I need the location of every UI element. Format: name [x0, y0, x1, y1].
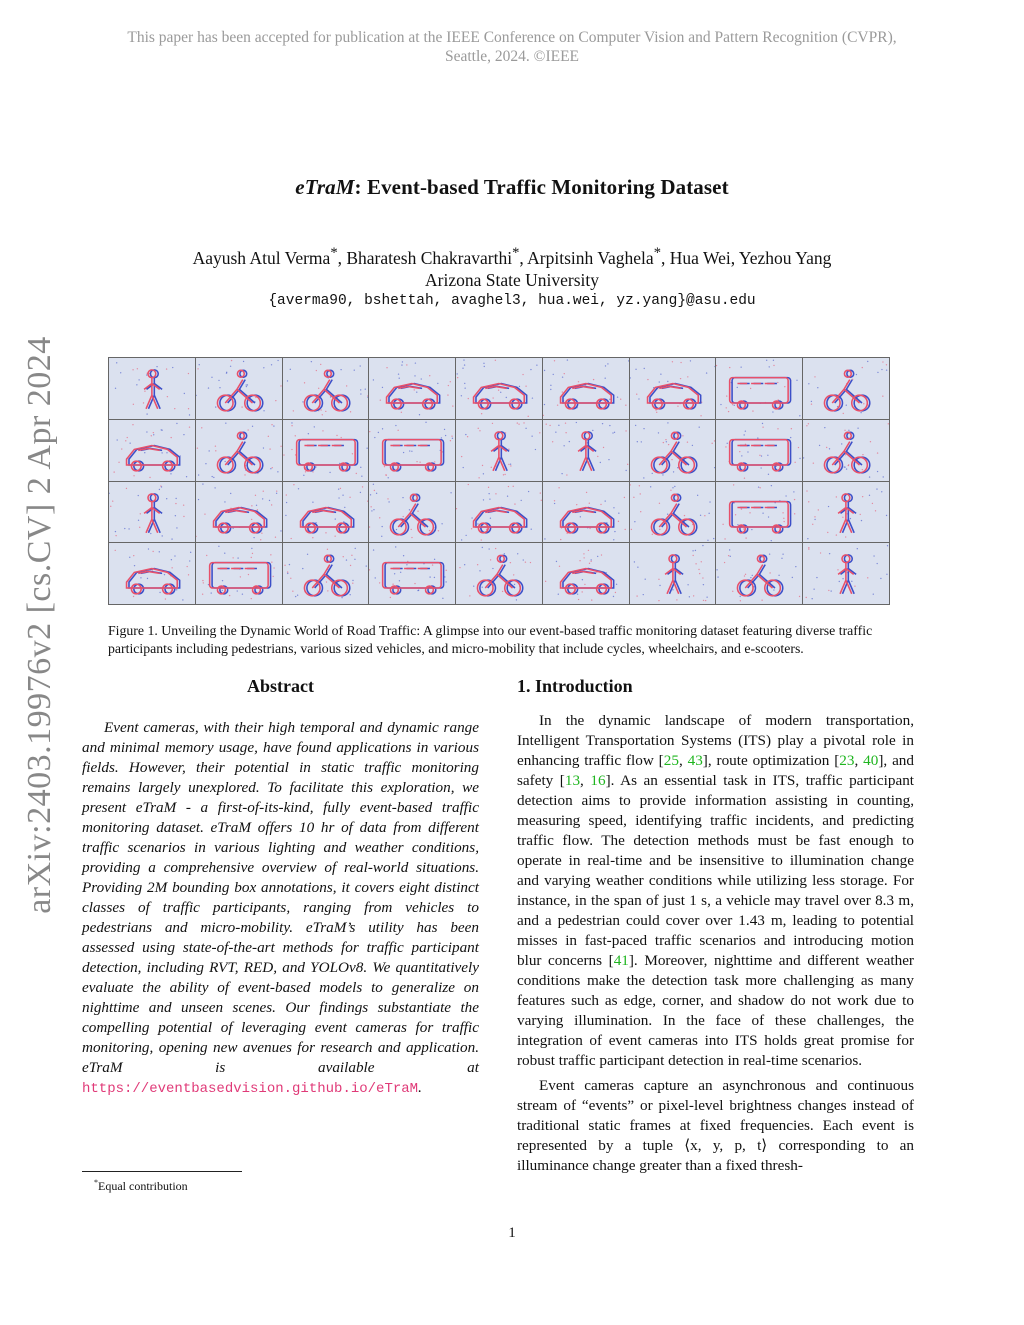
- event-frame-sketch: [109, 358, 195, 419]
- event-frame-sketch: [456, 420, 542, 481]
- event-frame-thumbnail: [630, 358, 716, 419]
- introduction-body: [517, 711, 914, 1176]
- event-frame-thumbnail: [369, 358, 455, 419]
- title-name: eTraM: [295, 175, 355, 199]
- author-5: Yezhou Yang: [738, 247, 832, 268]
- author-2: Bharatesh Chakravarthi: [346, 247, 513, 268]
- event-frame-sketch: [109, 482, 195, 543]
- citation-link[interactable]: 23: [839, 752, 855, 769]
- event-frame-sketch: [543, 482, 629, 543]
- event-frame-sketch: [716, 543, 802, 604]
- event-frame-sketch: [283, 482, 369, 543]
- citation-link[interactable]: 13: [564, 772, 581, 789]
- event-frame-sketch: [543, 358, 629, 419]
- citation-link[interactable]: 43: [687, 752, 703, 769]
- abstract-body: Event cameras, with their high temporal and dynamic range and minimal memory usage, have found applications in various fields. However, their potential in static traffic monitoring remains largely unexplored. To facilitate this exploration, we present eTraM - a first-of-its-kind, fully event-based traffic monitoring dataset. eTraM offers 10 hr of data from different traffic scenarios in various lighting and weather conditions, providing a comprehensive overview of real-world situations. Providing 2M bounding box annotations, it covers eight distinct classes of traffic participants, ranging from vehicles to pedestrians and micro-mobility. eTraM’s utility has been assessed using state-of-the-art methods for traffic participant detection, including RVT, RED, and YOLOv8. We quantitatively evaluate the ability of event-based models to generalize on nighttime and unseen scenes. Our findings substantiate the compelling potential of leveraging event cameras for traffic monitoring, opening new avenues for research and application. eTraM is available at https://eventbasedvision.github.io/eTraM.: [82, 719, 479, 1097]
- event-frame-sketch: [109, 420, 195, 481]
- event-frame-sketch: [196, 482, 282, 543]
- event-frame-sketch: [630, 358, 716, 419]
- citation-link[interactable]: 25: [663, 752, 679, 769]
- event-frame-thumbnail: [369, 543, 455, 604]
- introduction-heading: 1. Introduction: [517, 676, 633, 696]
- author-emails: {averma90, bshettah, avaghel3, hua.wei, yz.yang}@asu.edu: [268, 293, 756, 309]
- event-frame-sketch: [196, 543, 282, 604]
- figure-image-grid: [108, 357, 890, 605]
- intro-paragraph-2: Event cameras capture an asynchronous and continuous stream of “events” or pixel-level brightness changes instead of traditional static frames at fixed frequencies. Each event is represented by a tuple ⟨x, y, p, t⟩ corresponding to an illuminance change greater than a fixed thresh-: [517, 1077, 914, 1174]
- event-frame-thumbnail: [543, 358, 629, 419]
- paper-title: [0, 175, 1024, 200]
- event-frame-thumbnail: [456, 358, 542, 419]
- event-frame-sketch: [196, 358, 282, 419]
- event-frame-thumbnail: [803, 482, 889, 543]
- equal-mark-1: *: [330, 245, 338, 261]
- event-frame-thumbnail: [716, 358, 802, 419]
- publication-banner: [0, 28, 1024, 66]
- event-frame-thumbnail: [543, 482, 629, 543]
- event-frame-thumbnail: [543, 420, 629, 481]
- event-frame-thumbnail: [283, 482, 369, 543]
- event-frame-thumbnail: [803, 358, 889, 419]
- page-number: 1: [508, 1225, 516, 1241]
- event-frame-thumbnail: [196, 543, 282, 604]
- event-frame-sketch: [803, 482, 889, 543]
- footnote-rule: [82, 1171, 242, 1172]
- event-frame-thumbnail: [369, 482, 455, 543]
- event-frame-sketch: [456, 482, 542, 543]
- event-frame-thumbnail: [630, 482, 716, 543]
- event-frame-thumbnail: [196, 420, 282, 481]
- banner-line-2: Seattle, 2024. ©IEEE: [444, 48, 580, 65]
- citation-link[interactable]: 41: [613, 952, 629, 969]
- event-frame-sketch: [543, 543, 629, 604]
- event-frame-sketch: [630, 543, 716, 604]
- event-frame-sketch: [716, 358, 802, 419]
- event-frame-thumbnail: [803, 543, 889, 604]
- event-frame-thumbnail: [456, 420, 542, 481]
- arxiv-sidebar-id: arXiv:2403.19976v2 [cs.CV] 2 Apr 2024: [21, 336, 58, 914]
- event-frame-sketch: [630, 482, 716, 543]
- event-frame-thumbnail: [283, 358, 369, 419]
- event-frame-thumbnail: [456, 543, 542, 604]
- abstract-heading: Abstract: [247, 676, 314, 696]
- event-frame-thumbnail: [456, 482, 542, 543]
- event-frame-thumbnail: [196, 482, 282, 543]
- event-frame-sketch: [456, 358, 542, 419]
- event-frame-thumbnail: [109, 543, 195, 604]
- citation-link[interactable]: 16: [590, 772, 606, 789]
- event-frame-sketch: [369, 420, 455, 481]
- event-frame-sketch: [369, 482, 455, 543]
- banner-line-1: This paper has been accepted for publication at the IEEE Conference on Computer Vision and Pattern Recognition (CVPR),: [127, 29, 897, 46]
- event-frame-sketch: [283, 543, 369, 604]
- event-frame-sketch: [456, 543, 542, 604]
- event-frame-thumbnail: [283, 543, 369, 604]
- event-frame-sketch: [803, 358, 889, 419]
- author-list: Aayush Atul Verma*, Bharatesh Chakravarthi*, Arpitsinh Vaghela*, Hua Wei, Yezhou Yang: [192, 245, 832, 268]
- author-block: [0, 242, 1024, 291]
- abstract-text: Event cameras, with their high temporal and dynamic range and minimal memory usage, have found applications in various fields. However, their potential in static traffic monitoring remains largely unexplored. To facilitate this exploration, we present eTraM - a first-of-its-kind, fully event-based traffic monitoring dataset. eTraM offers 10 hr of data from different traffic scenarios in various lighting and weather conditions, providing a comprehensive overview of real-world situations. Providing 2M bounding box annotations, it covers eight distinct classes of traffic participants, ranging from vehicles to pedestrians and micro-mobility. eTraM’s utility has been assessed using state-of-the-art methods for traffic participant detection, including RVT, RED, and YOLOv8. We quantitatively evaluate the ability of event-based models to generalize on nighttime and unseen scenes. Our findings substantiate the compelling potential of leveraging event cameras for traffic monitoring, opening new avenues for research and application. eTraM is available at: [82, 719, 479, 1076]
- author-4: Hua Wei: [669, 247, 731, 268]
- event-frame-thumbnail: [716, 420, 802, 481]
- title-rest: : Event-based Traffic Monitoring Dataset: [354, 175, 729, 199]
- intro-paragraph-1: In the dynamic landscape of modern transportation, Intelligent Transportation Systems (ITS) play a pivotal role in enhancing traffic flow [25, 43], route optimization [23, 40], and safety [13, 16]. As an essential task in ITS, traffic participant detection aims to provide information assisting in counting, measuring speed, identifying traffic incidents, and predicting traffic flow. The detection methods must be fast enough to operate in real-time and be insensitive to illumination change and varying weather conditions while utilizing less storage. For instance, in the span of just 1 s, a vehicle may travel over 8.3 m, and a pedestrian could cover over 1.43 m, leading to potential misses in fast-paced traffic scenarios and introducing motion blur concerns [41]. Moreover, nighttime and different weather conditions make the detection task more challenging as many features such as edge, corner, and shadow do not work due to varying illumination. In the face of these challenges, the integration of event cameras into ITS holds great promise for robust traffic participant detection in real-time scenarios.: [517, 712, 915, 1069]
- event-frame-sketch: [283, 358, 369, 419]
- event-frame-thumbnail: [196, 358, 282, 419]
- event-frame-sketch: [283, 420, 369, 481]
- event-frame-thumbnail: [716, 482, 802, 543]
- affiliation: Arizona State University: [425, 269, 599, 290]
- footnote-mark: *: [94, 1178, 98, 1187]
- citation-link[interactable]: 40: [863, 752, 879, 769]
- event-frame-sketch: [369, 543, 455, 604]
- event-frame-thumbnail: [283, 420, 369, 481]
- event-frame-thumbnail: [109, 420, 195, 481]
- event-frame-thumbnail: [109, 358, 195, 419]
- event-frame-sketch: [716, 482, 802, 543]
- figure-caption: Figure 1. Unveiling the Dynamic World of Road Traffic: A glimpse into our event-based traffic monitoring dataset featuring diverse traffic participants including pedestrians, various sized vehicles, and micro-mobility that include cycles, wheelchairs, and e-scooters.: [108, 623, 873, 656]
- event-frame-thumbnail: [630, 420, 716, 481]
- author-3: Arpitsinh Vaghela: [527, 247, 654, 268]
- event-frame-sketch: [543, 420, 629, 481]
- event-frame-thumbnail: [803, 420, 889, 481]
- footnote: [94, 1178, 188, 1194]
- event-frame-sketch: [196, 420, 282, 481]
- event-frame-sketch: [803, 543, 889, 604]
- event-frame-sketch: [630, 420, 716, 481]
- event-frame-sketch: [369, 358, 455, 419]
- author-1: Aayush Atul Verma: [192, 247, 331, 268]
- equal-mark-3: *: [653, 245, 661, 261]
- footnote-text: Equal contribution: [98, 1179, 188, 1193]
- equal-mark-2: *: [512, 245, 520, 261]
- event-frame-sketch: [716, 420, 802, 481]
- event-frame-sketch: [109, 543, 195, 604]
- event-frame-sketch: [803, 420, 889, 481]
- dataset-url-link[interactable]: https://eventbasedvision.github.io/eTraM: [82, 1081, 419, 1097]
- event-frame-thumbnail: [109, 482, 195, 543]
- event-frame-thumbnail: [630, 543, 716, 604]
- event-frame-thumbnail: [543, 543, 629, 604]
- event-frame-thumbnail: [716, 543, 802, 604]
- event-frame-thumbnail: [369, 420, 455, 481]
